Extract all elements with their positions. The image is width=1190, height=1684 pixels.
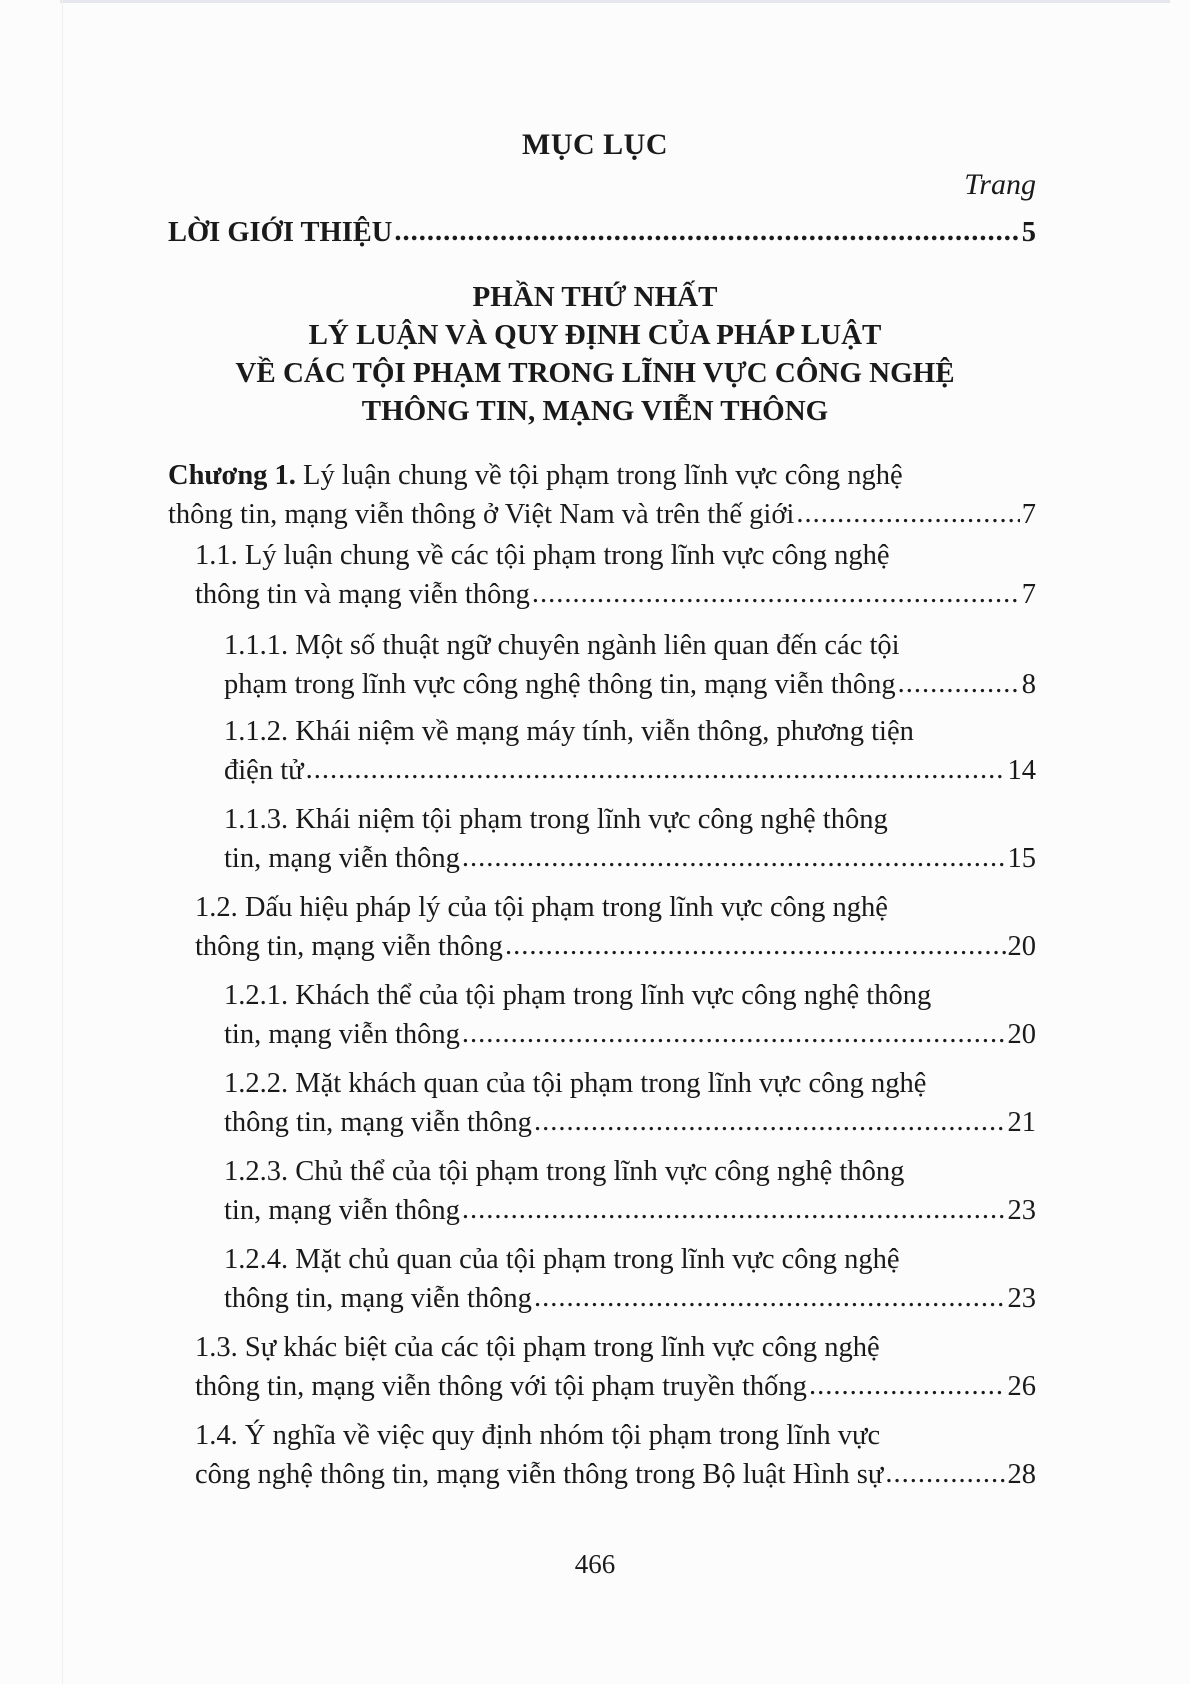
toc-entry-page: 28 <box>1007 1459 1036 1490</box>
dot-leader <box>462 1014 1006 1053</box>
toc-entry-line2: thông tin, mạng viễn thông <box>224 1107 532 1138</box>
chapter-label: Chương 1. <box>168 460 296 491</box>
toc-entry-line1: 1.2.1. Khách thể của tội phạm trong lĩnh vực công nghệ thông <box>224 980 932 1011</box>
toc-entry-line1: 1.2. Dấu hiệu pháp lý của tội phạm trong lĩnh vực công nghệ <box>195 892 888 923</box>
dot-leader <box>505 926 1006 965</box>
toc-entry-text: LỜI GIỚI THIỆU <box>168 217 393 248</box>
toc-entry-page: 7 <box>1021 579 1036 610</box>
dot-leader <box>534 1278 1006 1317</box>
toc-entry <box>224 1064 1036 1142</box>
page-column-label: Trang <box>964 168 1036 201</box>
dot-leader <box>462 838 1006 877</box>
toc-entry-page: 20 <box>1007 931 1036 962</box>
toc-entry <box>224 712 1036 790</box>
toc-entry-line2: tin, mạng viễn thông <box>224 1195 460 1226</box>
toc-entry <box>195 536 1036 614</box>
toc-entry-page: 7 <box>1021 499 1036 530</box>
part-heading <box>0 278 1190 430</box>
toc-entry-line1: 1.1. Lý luận chung về các tội phạm trong lĩnh vực công nghệ <box>195 540 890 571</box>
toc-entry-line1: 1.3. Sự khác biệt của các tội phạm trong lĩnh vực công nghệ <box>195 1332 880 1363</box>
toc-entry-page: 15 <box>1007 843 1036 874</box>
toc-entry <box>224 1152 1036 1230</box>
part-heading-line: PHẦN THỨ NHẤT <box>472 281 718 313</box>
dot-leader <box>394 212 1019 251</box>
toc-entry-line2: thông tin, mạng viễn thông <box>195 931 503 962</box>
toc-entry-line2: thông tin, mạng viễn thông với tội phạm truyền thống <box>195 1371 807 1402</box>
toc-entry-page: 14 <box>1007 755 1036 786</box>
toc-entry-line1: 1.2.3. Chủ thể của tội phạm trong lĩnh vực công nghệ thông <box>224 1156 905 1187</box>
toc-entry-page: 23 <box>1007 1195 1036 1226</box>
dot-leader <box>885 1454 1005 1493</box>
toc-entry-page: 5 <box>1021 217 1036 248</box>
toc-entry-page: 21 <box>1007 1107 1036 1138</box>
scan-edge-top <box>60 0 1170 3</box>
chapter-title-line2: thông tin, mạng viễn thông ở Việt Nam và trên thế giới <box>168 499 795 530</box>
toc-entry-line1: 1.2.2. Mặt khách quan của tội phạm trong lĩnh vực công nghệ <box>224 1068 927 1099</box>
toc-entry <box>224 626 1036 704</box>
dot-leader <box>306 750 1006 789</box>
toc-entry-line2: tin, mạng viễn thông <box>224 843 460 874</box>
toc-entry <box>195 888 1036 966</box>
toc-entry-line1: 1.4. Ý nghĩa về việc quy định nhóm tội phạm trong lĩnh vực <box>195 1420 881 1451</box>
toc-entry-line2: thông tin, mạng viễn thông <box>224 1283 532 1314</box>
part-heading-line: LÝ LUẬN VÀ QUY ĐỊNH CỦA PHÁP LUẬT <box>308 319 882 351</box>
dot-leader <box>809 1366 1006 1405</box>
dot-leader <box>532 574 1020 613</box>
toc-entry-line2: điện tử <box>224 755 304 786</box>
toc-entry-line2: phạm trong lĩnh vực công nghệ thông tin, mạng viễn thông <box>224 669 896 700</box>
toc-entry-intro <box>168 213 1036 252</box>
toc-entry-chapter-1 <box>168 456 1036 534</box>
chapter-title-line1: Lý luận chung về tội phạm trong lĩnh vực công nghệ <box>295 460 903 491</box>
page-number: 466 <box>574 1549 616 1579</box>
dot-leader <box>534 1102 1006 1141</box>
toc-entry <box>224 976 1036 1054</box>
toc-entry-page: 8 <box>1021 669 1036 700</box>
part-heading-line: VỀ CÁC TỘI PHẠM TRONG LĨNH VỰC CÔNG NGHỆ <box>235 357 955 389</box>
toc-entry <box>224 800 1036 878</box>
scan-edge-left <box>62 0 63 1684</box>
dot-leader <box>898 664 1020 703</box>
dot-leader <box>796 494 1019 533</box>
toc-entry <box>224 1240 1036 1318</box>
toc-entry <box>195 1416 1036 1494</box>
toc-entry-line1: 1.1.1. Một số thuật ngữ chuyên ngành liên quan đến các tội <box>224 630 900 661</box>
toc-entry-line1: 1.1.2. Khái niệm về mạng máy tính, viễn thông, phương tiện <box>224 716 914 747</box>
toc-entry-page: 26 <box>1007 1371 1036 1402</box>
toc-entry-line1: 1.1.3. Khái niệm tội phạm trong lĩnh vực công nghệ thông <box>224 804 888 835</box>
toc-entry-page: 23 <box>1007 1283 1036 1314</box>
toc-entry-line2: thông tin và mạng viễn thông <box>195 579 530 610</box>
toc-entry-line2: công nghệ thông tin, mạng viễn thông trong Bộ luật Hình sự <box>195 1459 884 1490</box>
page-title: MỤC LỤC <box>522 128 668 161</box>
toc-entry-line2: tin, mạng viễn thông <box>224 1019 460 1050</box>
toc-entry-line1: 1.2.4. Mặt chủ quan của tội phạm trong lĩnh vực công nghệ <box>224 1244 900 1275</box>
toc-entry-page: 20 <box>1007 1019 1036 1050</box>
dot-leader <box>462 1190 1006 1229</box>
toc-entry <box>195 1328 1036 1406</box>
part-heading-line: THÔNG TIN, MẠNG VIỄN THÔNG <box>361 395 829 427</box>
